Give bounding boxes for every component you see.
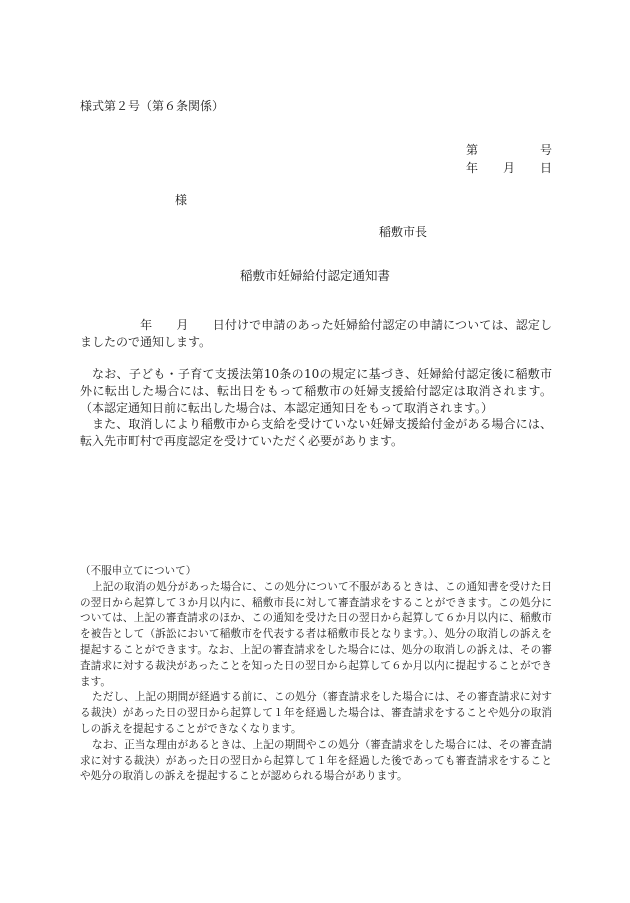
- application-month: 月: [176, 318, 189, 332]
- certification-statement: [80, 317, 552, 351]
- form-number: 様式第２号（第６条関係）: [80, 99, 225, 113]
- appeal-heading: （不服申立てについて）: [80, 565, 197, 577]
- date-month: 月: [503, 161, 516, 175]
- document-number-prefix: 第: [466, 143, 479, 157]
- main-text: 日付けで申請のあった妊婦給付認定の申請については、認定しましたので通知します。: [80, 318, 552, 349]
- appeal-paragraph-3: なお、正当な理由があるときは、上記の期間やこの処分（審査請求をした場合には、その審査請求に対する裁決）があった日の翌日から起算して１年を経過した後であっても審査請求をすることや処分の取消しの訴えを提起することが認められる場合があります。: [80, 738, 552, 783]
- appeal-paragraph-1: 上記の取消の処分があった場合に、この処分について不服があるときは、この通知書を受けた日の翌日から起算して３か月以内に、稲敷市長に対して審査請求をすることができます。この処分については、上記の審査請求のほか、この通知を受けた日の翌日から起算して６か月以内に、稲敷市を被告として（訴訟において稲敷市を代表する者は稲敷市長となります。）、処分の取消しの訴えを提起することができます。なお、上記の審査請求をした場合には、処分の取消しの訴えは、その審査請求に対する裁決があったことを知った日の翌日から起算して６か月以内に提起することができます。: [80, 580, 552, 688]
- note-paragraph-2: また、取消しにより稲敷市から支給を受けていない妊婦支援給付金がある場合には、転入先市町村で再度認定を受けていただく必要があります。: [80, 417, 552, 449]
- document-number-suffix: 号: [540, 143, 553, 157]
- date-day: 日: [540, 161, 553, 175]
- application-year: 年: [140, 318, 153, 332]
- date-year: 年: [466, 161, 479, 175]
- appeal-section: [80, 564, 552, 785]
- appeal-paragraph-2: ただし、上記の期間が経過する前に、この処分（審査請求をした場合には、その審査請求に対する裁決）があった日の翌日から起算して１年を経過した場合は、審査請求をすることや処分の取消しの訴えを提起することができなくなります。: [80, 691, 552, 735]
- note-paragraph-1: なお、子ども・子育て支援法第10条の10の規定に基づき、妊婦給付認定後に稲敷市外に転出した場合には、転出日をもって稲敷市の妊婦支援給付認定は取消されます。（本認定通知日前に転出した場合は、本認定通知日をもって取消されます。）: [80, 367, 552, 415]
- issuer-name: 稲敷市長: [379, 225, 428, 239]
- notes-block: [80, 366, 552, 450]
- addressee-honorific: 様: [175, 193, 188, 207]
- document-title: 稲敷市妊婦給付認定通知書: [239, 268, 390, 283]
